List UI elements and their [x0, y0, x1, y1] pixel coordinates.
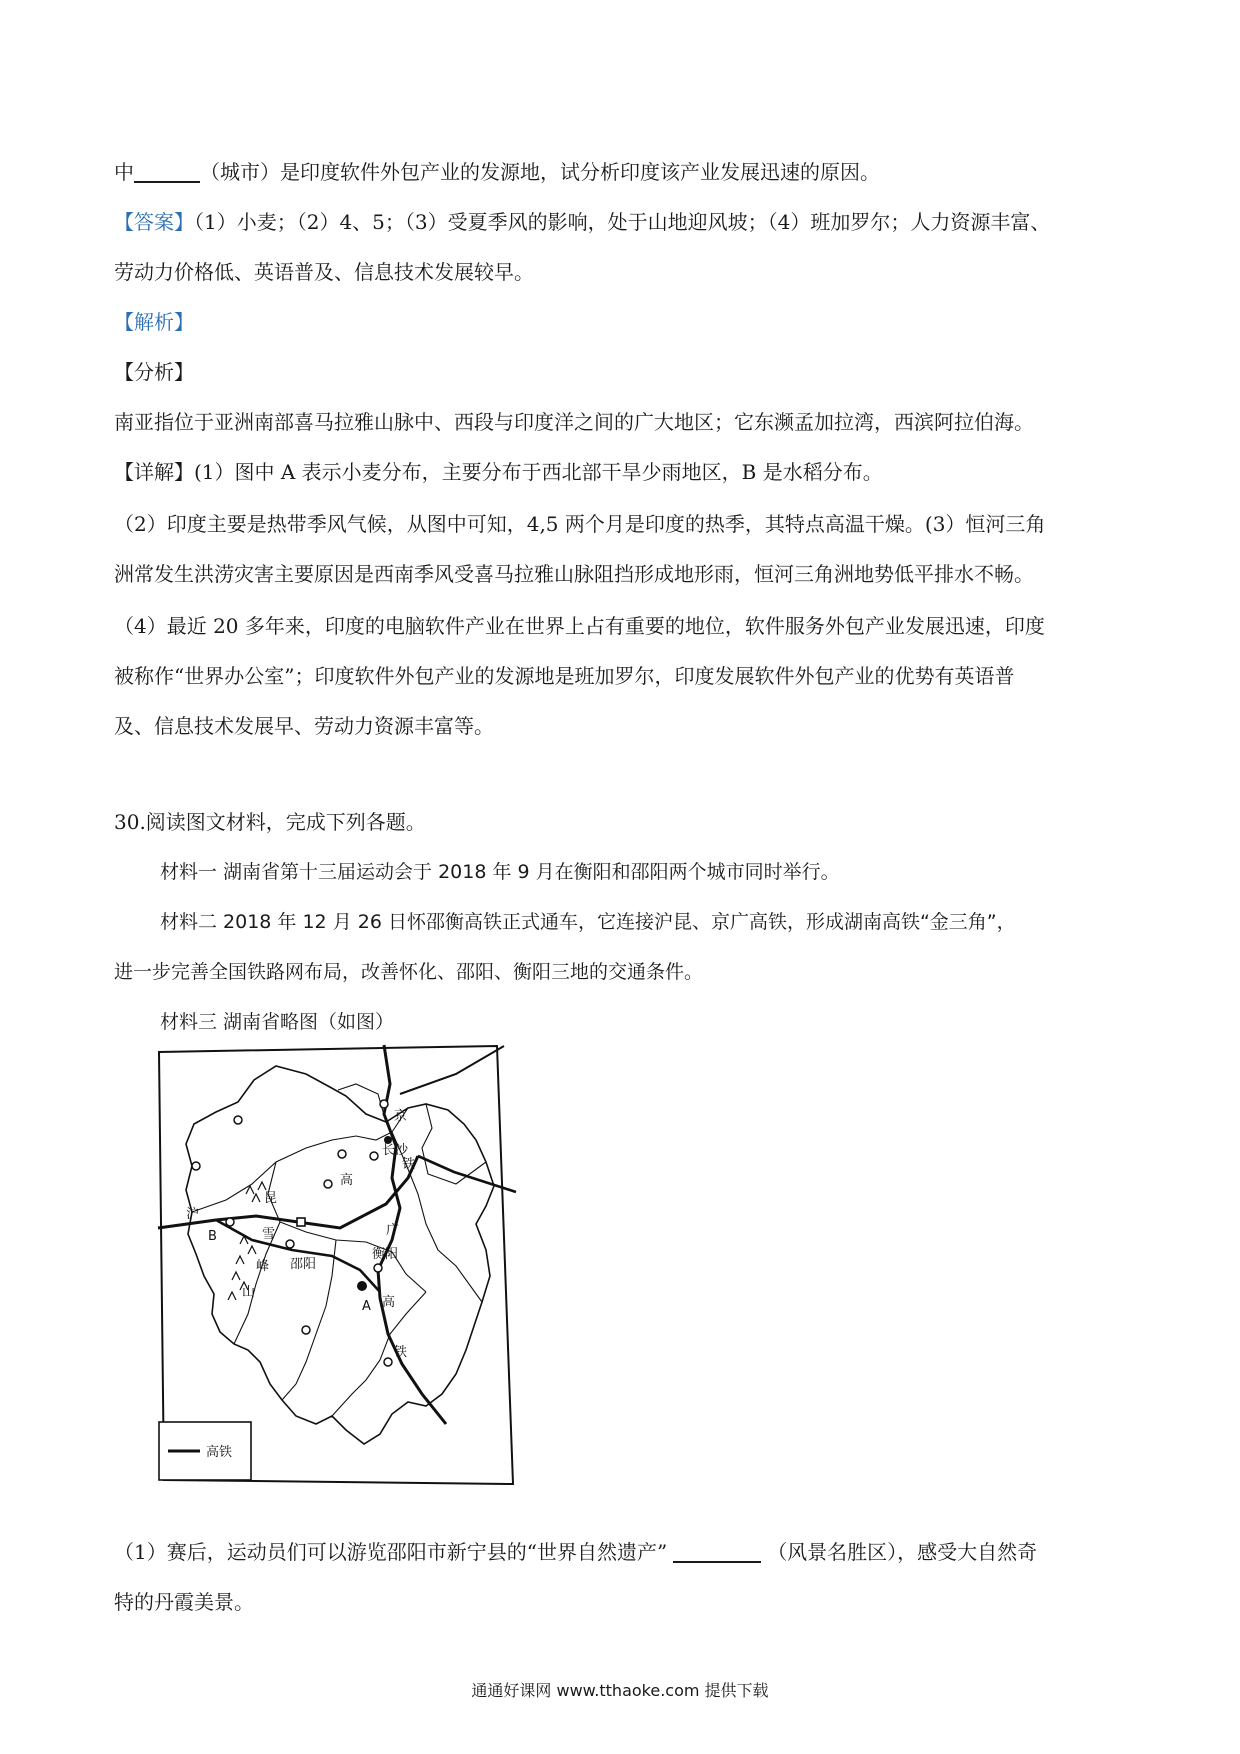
answer-blank: [673, 1539, 761, 1563]
label-gao2: 高: [382, 1295, 396, 1310]
material-3: 材料三 湖南省略图（如图）: [160, 1011, 395, 1033]
q30-sub1-line-2: 特的丹霞美景。: [114, 1590, 254, 1614]
label-jing: 京: [394, 1109, 408, 1124]
label-shaoyang: 邵阳: [290, 1257, 317, 1272]
detail-line-2: （2）印度主要是热带季风气候，从图中可知，4,5 两个月是印度的热季，其特点高温干燥。(3）恒河三角: [114, 512, 1046, 536]
material-2-line-2: 进一步完善全国铁路网布局，改善怀化、邵阳、衡阳三地的交通条件。: [114, 961, 704, 983]
city-loudi: [297, 1218, 305, 1226]
q30-stem: 30.阅读图文材料，完成下列各题。: [114, 810, 426, 834]
detail-line-6: 及、信息技术发展早、劳动力资源丰富等。: [114, 714, 494, 738]
city-zhangjiajie: [192, 1162, 200, 1170]
q30-sub1-suffix: （风景名胜区），感受大自然奇: [767, 1540, 1038, 1564]
answer-line-2: 劳动力价格低、英语普及、信息技术发展较早。: [114, 260, 534, 284]
detail-line-5: 被称作“世界办公室”；印度软件外包产业的发源地是班加罗尔，印度发展软件外包产业的优势有英语普: [114, 664, 1015, 688]
q30-sub1-prefix: （1）赛后，运动员们可以游览邵阳市新宁县的“世界自然遗产”: [114, 1540, 668, 1564]
label-hu: 沪: [186, 1207, 200, 1222]
fenxi-label: 【分析】: [114, 360, 194, 384]
label-shan: 山: [242, 1285, 256, 1300]
label-guang: 广: [386, 1223, 400, 1238]
city-huaihua: [226, 1218, 234, 1226]
city-jishou: [234, 1116, 242, 1124]
city-changsha: [370, 1152, 378, 1160]
lake-boundary: [338, 1084, 386, 1122]
city-yiyang: [338, 1150, 346, 1158]
material-2-line-1: 材料二 2018 年 12 月 26 日怀邵衡高铁正式通车，它连接沪昆、京广高铁，形成湖南高铁“金三角”，: [160, 911, 1016, 933]
label-tie2: 铁: [394, 1345, 408, 1360]
label-feng: 峰: [256, 1259, 270, 1274]
city-shaoyang: [286, 1240, 294, 1248]
answer-line-1: [114, 208, 1050, 236]
label-hengyang: 衡阳: [372, 1247, 399, 1262]
city-xiangtan: [324, 1180, 332, 1188]
q29-tail-prefix: 中: [114, 160, 134, 184]
label-changsha: 长沙: [382, 1143, 409, 1158]
point-A: [357, 1281, 367, 1291]
material-1: 材料一 湖南省第十三届运动会于 2018 年 9 月在衡阳和邵阳两个城市同时举行。: [160, 861, 840, 883]
label-A: A: [362, 1299, 371, 1314]
answer-label: 【答案】: [114, 210, 194, 234]
q29-tail-suffix: （城市）是印度软件外包产业的发源地，试分析印度该产业发展迅速的原因。: [200, 160, 880, 184]
detail-line-4: （4）最近 20 多年来，印度的电脑软件产业在世界上占有重要的地位，软件服务外包产业发展迅速，印度: [114, 614, 1045, 638]
detail-line-3: 洲常发生洪涝灾害主要原因是西南季风受喜马拉雅山脉阻挡形成地形雨，恒河三角洲地势低平排水不畅。: [114, 562, 1034, 586]
map-frame: [159, 1046, 513, 1484]
rail-northeast: [400, 1046, 504, 1094]
answer-text-1: （1）小麦；（2）4、5；（3）受夏季风的影响，处于山地迎风坡；（4）班加罗尔；人力资源丰富、: [194, 210, 1051, 234]
province-outline: [186, 1066, 494, 1444]
analysis-label: 【解析】: [114, 310, 194, 334]
city-yueyang: [380, 1100, 388, 1108]
city-hengyang: [374, 1264, 382, 1272]
city-chenzhou: [384, 1358, 392, 1366]
label-kun: 昆: [264, 1191, 278, 1206]
page-footer: 通通好课网 www.tthaoke.com 提供下载: [471, 1681, 769, 1700]
legend-label: 高铁: [206, 1445, 233, 1460]
q29-tail-line: [114, 158, 880, 186]
label-gao1: 高: [340, 1173, 354, 1188]
q30-sub1-line-1: [114, 1538, 1037, 1566]
detail-line-1: 【详解】(1）图中 A 表示小麦分布，主要分布于西北部干旱少雨地区，B 是水稻分布。: [114, 460, 883, 484]
hunan-map: [156, 1044, 520, 1494]
label-B: B: [208, 1229, 217, 1244]
fenxi-text: 南亚指位于亚洲南部喜马拉雅山脉中、西段与印度洋之间的广大地区；它东濒孟加拉湾，西滨阿拉伯海。: [114, 410, 1034, 434]
answer-blank: [134, 159, 200, 183]
label-xue: 雪: [262, 1227, 276, 1242]
label-tie1: 铁: [402, 1157, 416, 1172]
inner-boundary-6: [332, 1292, 426, 1416]
city-yongzhou: [302, 1326, 310, 1334]
